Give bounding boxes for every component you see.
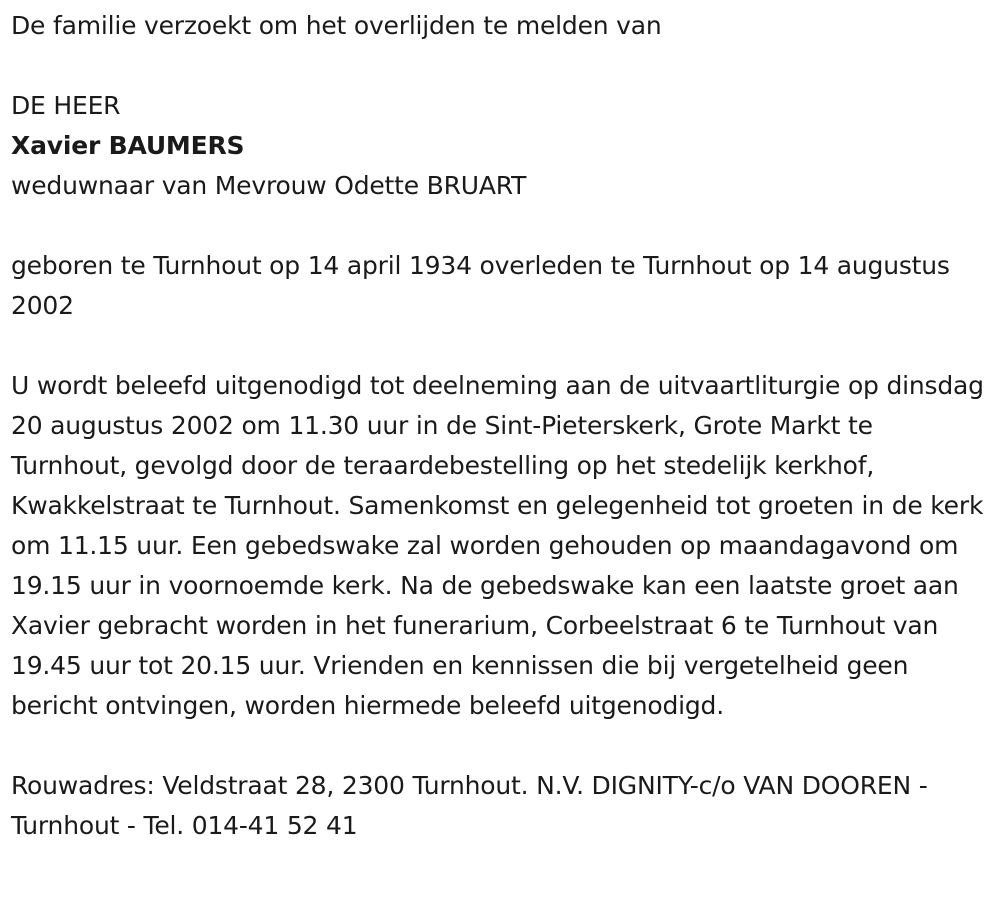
mourning-address: Rouwadres: Veldstraat 28, 2300 Turnhout. N.V. DIGNITY-c/o VAN DOOREN - Turnhout - Tel. 014-41 52 41	[11, 771, 928, 840]
spacer	[11, 726, 991, 766]
funeral-invitation: U wordt beleefd uitgenodigd tot deelneming aan de uitvaartliturgie op dinsdag 20 augustus 2002 om 11.30 uur in de Sint-Pieterskerk, Grote Markt te Turnhout, gevolgd door de teraardebestelling op het stedelijk kerkhof, Kwakkelstraat te Turnhout. Samenkomst en gelegenheid tot groeten in de kerk om 11.15 uur. Een gebedswake zal worden gehouden op maandagavond om 19.15 uur in voornoemde kerk. Na de gebedswake kan een laatste groet aan Xavier gebracht worden in het funerarium, Corbeelstraat 6 te Turnhout van 19.45 uur tot 20.15 uur. Vrienden en kennissen die bij vergetelheid geen bericht ontvingen, worden hiermede beleefd uitgenodigd.	[11, 371, 984, 720]
spouse-line: weduwnaar van Mevrouw Odette BRUART	[11, 171, 527, 200]
birth-death-line: geboren te Turnhout op 14 april 1934 overleden te Turnhout op 14 augustus 2002	[11, 251, 950, 320]
spacer	[11, 326, 991, 366]
spacer	[11, 46, 991, 86]
spacer	[11, 206, 991, 246]
intro-line: De familie verzoekt om het overlijden te melden van	[11, 11, 662, 40]
deceased-name: Xavier BAUMERS	[11, 131, 245, 160]
honorific: DE HEER	[11, 91, 121, 120]
death-notice	[11, 6, 991, 846]
